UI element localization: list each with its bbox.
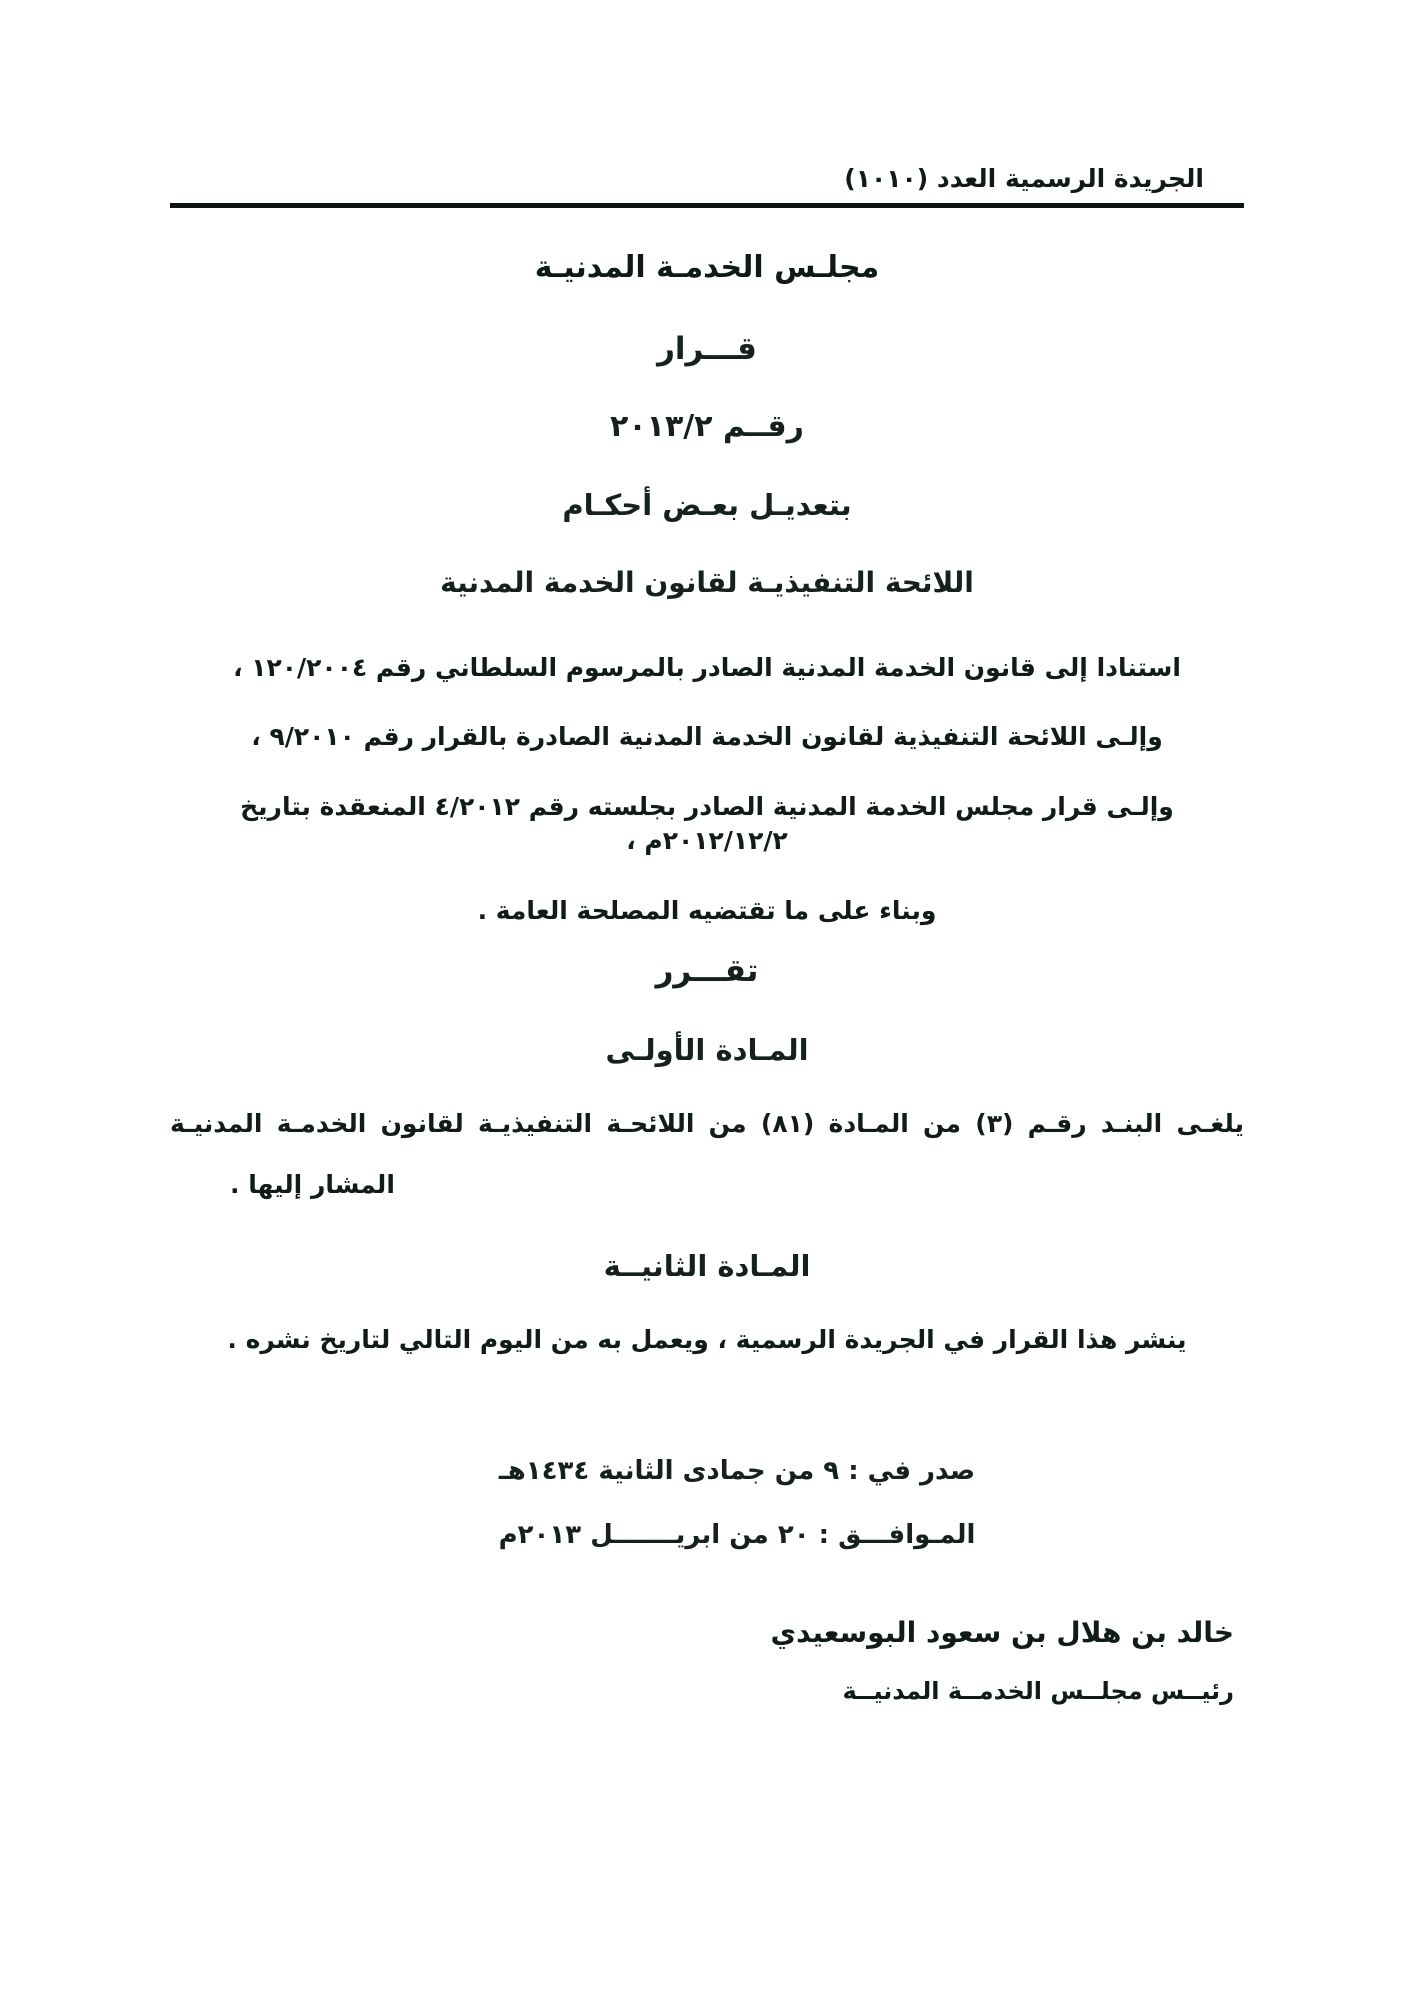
hijri-date: صدر في : ٩ من جمادى الثانية ١٤٣٤هـ	[498, 1455, 976, 1486]
gregorian-date: المـوافـــق : ٢٠ من ابريـــــــل ٢٠١٣م	[498, 1519, 976, 1550]
article-one	[170, 1033, 1244, 1205]
decides-word: تقـــرر	[655, 953, 759, 990]
subject-line-1: بتعديـل بعـض أحكـام	[562, 487, 852, 522]
preamble	[170, 651, 1244, 928]
preamble-line: وإلـى قرار مجلس الخدمة المدنية الصادر بجلسته رقم ٤/٢٠١٢ المنعقدة بتاريخ ٢٠١٢/١٢/٢م ،	[240, 792, 1174, 855]
subject-line-2: اللائحة التنفيذيـة لقانون الخدمة المدنية	[440, 565, 974, 599]
article-two-heading: المـادة الثانيــة	[603, 1248, 811, 1283]
decision-number: رقــم ٢٠١٣/٢	[610, 408, 804, 444]
article-two	[170, 1249, 1244, 1360]
issuing-authority: مجلـس الخدمـة المدنيـة	[534, 249, 880, 285]
issue-dates	[170, 1456, 1244, 1550]
article-one-body-tail: المشار إليها .	[230, 1170, 395, 1199]
decision-word: قـــرار	[657, 330, 757, 367]
article-one-heading: المـادة الأولـى	[605, 1033, 809, 1068]
running-head-text: الجريدة الرسمية العدد (١٠١٠)	[844, 164, 1204, 193]
article-two-body	[170, 1321, 1244, 1360]
signature-block	[170, 1616, 1244, 1705]
preamble-line: استنادا إلى قانون الخدمة المدنية الصادر بالمرسوم السلطاني رقم ١٢٠/٢٠٠٤ ،	[233, 652, 1181, 682]
running-head	[170, 165, 1244, 208]
article-one-body	[170, 1105, 1244, 1205]
article-two-body-text: ينشر هذا القرار في الجريدة الرسمية ، ويعمل به من اليوم التالي لتاريخ نشره .	[227, 1324, 1187, 1354]
signer-name: خالد بن هلال بن سعود البوسعيدي	[770, 1615, 1234, 1649]
masthead	[170, 250, 1244, 599]
article-one-body-text: يلغـى البنـد رقـم (٣) من المـادة (٨١) من اللائحـة التنفيذيـة لقانون الخدمـة المدنيـة	[170, 1109, 1244, 1139]
header-divider	[170, 203, 1244, 208]
signer-title: رئيــس مجلــس الخدمــة المدنيــة	[842, 1676, 1234, 1705]
preamble-line: وبناء على ما تقتضيه المصلحة العامة .	[477, 895, 937, 925]
preamble-line: وإلـى اللائحة التنفيذية لقانون الخدمة المدنية الصادرة بالقرار رقم ٩/٢٠١٠ ،	[251, 722, 1163, 752]
